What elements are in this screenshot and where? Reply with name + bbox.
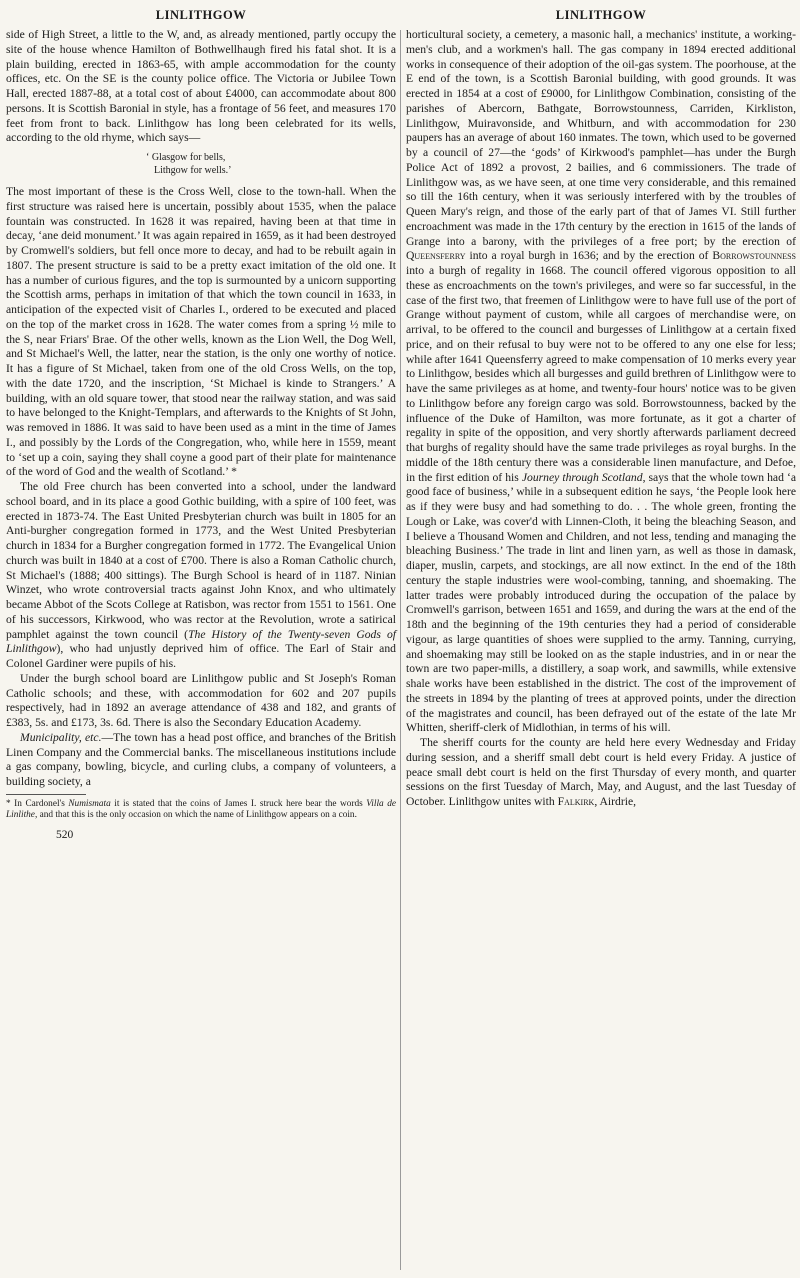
text-run: The old Free church has been converted into a school, under the landward school board, and in its place a good Gothic building, with a spire of 100 feet, was erected in 1873-74. The East United Presbyterian church was built in 1805 for an Anti-burgher congregation formed in 1773, and the West United Presbyterian church in 1834 for a Burgher congregation formed in 1772. The Evangelical Union church was built in 1840 at a cost of £700. There is also a Roman Catholic church, St Michael's (1888; 400 sittings). The Burgh School is heard of in 1187. Ninian Winzet, who wrote controversial tracts against John Knox, and who ultimately became Abbot of the Scots College at Ratisbon, was rector from 1551 to 1561. One of his successors, Kirkwood, who was rector at the Revolution, wrote a satirical pamphlet against the town council ( bbox=[6, 480, 396, 641]
rhyme-quote bbox=[146, 152, 396, 177]
paragraph bbox=[6, 731, 396, 790]
text-run: , Airdrie, bbox=[594, 795, 637, 808]
footnote bbox=[6, 799, 396, 822]
text-run: ), who had unjustly deprived him of office. The Earl of Stair and Colonel Gardiner were pupils of his. bbox=[6, 642, 396, 670]
running-head-left: LINLITHGOW bbox=[155, 8, 247, 22]
left-body bbox=[6, 28, 396, 790]
text-run: —The town has a head post office, and branches of the British Linen Company and the Commercial banks. The miscellaneous institutions include a gas company, bowling, bicycle, and curling clubs, a company of volunteers, a building society, a bbox=[6, 730, 396, 788]
left-column bbox=[6, 0, 396, 1278]
place-name: Borrowstounness bbox=[712, 249, 796, 263]
paragraph bbox=[406, 736, 796, 810]
text-run: into a royal burgh in 1636; and by the erection of bbox=[465, 249, 713, 263]
paragraph: The most important of these is the Cross Well, close to the town-hall. When the first structure was raised here is uncertain, possibly about 1535, when the palace fountain was constructed. In 1628 it was repaired, having been at that time in decay, ‘ane deid monument.’ It was again repaired in 1659, as it had been destroyed by Cromwell's soldiers, but fell once more to decay, and had to be rebuilt again in 1807. The present structure is said to be a pretty exact imitation of the old one. It has a number of curious figures, and the top is surmounted by a unicorn supporting the Scottish arms, perhaps in imitation of that which the town council in 1633, in anticipation of the expected visit of Charles I., ordered to be executed and placed on the top of the market cross in 1628. The water comes from a spring ½ mile to the S, near Friars' Brae. Of the other wells, known as the Lion Well, the Dog Well, and St Michael's Well, the latter, near the station, is the only one worthy of notice. It has a figure of St Michael, taken from one of the old Cross Wells, on the top, with the date 1720, and the inscription, ‘St Michael is kinde to Strangers.’ A building, with an old square tower, that stood near the railway station, and was said to have belonged to the Knight-Templars, and afterwards to the Knights of St John, was removed in 1886. It was said to have been used as a mint in the time of James I., and possibly by the Lords of the Congregation, who, while here in 1559, meant to ‘set up a coin, saying they shall coyne a good part of their plate for maintenance of the word of God and the wealth of Scotland.’ * bbox=[6, 185, 396, 479]
text-run: , says that the whole town had ‘a good face of business,’ while in a subsequent edition he says, ‘the People look here as if they were busy and had something to do. . . The whole green, fronting the Lough or Lake, was cover'd with Linnen-Cloth, it being the bleaching Season, and I believe a Thousand Women and Children, and not less, tending and managing the bleaching Business.’ The trade in lint and linen yarn, as well as those in damask, diaper, muslin, carpets, and stockings, are all now extinct. In the end of the 18th century the staple industries were wool-combing, tanning, and shoemaking. The latter trades were probably introduced during the occupation of the palace by Cromwell's garrison, between 1651 and 1659, and during the wars at the end of the 18th and the beginning of the 19th centuries they had a period of considerable vigour, as large quantities of shoes were supplied to the army. Tanning, currying, and shoemaking may still be looked on as the staple industries, and in or near the town are two paper-mills, a distillery, a soap work, and sawmills, while extensive shale works have been established in the district. The cost of the improvement of the streets in 1894 by the planting of trees at approved points, under the direction of the magistrates and council, has been defrayed out of the estate of the late Mr Whitten, sheriff-clerk of Midlothian, in terms of his will. bbox=[406, 470, 796, 735]
right-body bbox=[406, 28, 796, 810]
text-run: into a burgh of regality in 1668. The council offered vigorous opposition to all these as encroachments on the town's privileges, and were so far successful, in the case of the first two, that freemen of Linlithgow were to have full use of the port of Grange without payment of custom, while all cargoes of merchandise were, on arrival, to be offered to the council and burgesses of Linlithgow at a certain fixed price, and on their refusal to buy were not to be offered to any one else for less; while after 1641 Queensferry agreed to make compensation of 10 merks every year to Linlithgow, besides which all burgesses and guild brethren of Linlithgow were to have the same privileges as at home, and twenty-four hours' notice was to be given to Linlithgow before any foreign cargo was sold. Borrowstounness, backed by the influence of the Duke of Hamilton, was more fortunate, as it got a charter of regality in spite of the opposition, and very shortly afterwards parliament decreed that burghs of regality should have the same trade privileges as royal burghs. In the middle of the 18th century there was a considerable linen manufacture, and Defoe, in the first edition of his bbox=[406, 264, 796, 484]
paragraph bbox=[406, 28, 796, 736]
page-number: 520 bbox=[56, 829, 74, 842]
text-run: * In Cardonel's bbox=[6, 798, 69, 809]
text-run: , and that this is the only occasion on which the name of Linlithgow appears on a coin. bbox=[34, 810, 357, 821]
rhyme-line: Lithgow for wells.’ bbox=[154, 164, 232, 176]
footnote-rule bbox=[6, 794, 86, 795]
rhyme-line: ‘ Glasgow for bells, bbox=[146, 152, 226, 163]
book-title: The History of the Twenty-seven Gods of Linlithgow bbox=[6, 627, 396, 656]
text-run: it is stated that the coins of James I. struck here bear the words bbox=[110, 798, 367, 809]
paragraph: Under the burgh school board are Linlithgow public and St Joseph's Roman Catholic schools; and these, with accommodation for 602 and 207 pupils respectively, had in 1892 an average attendance of 438 and 182, and grants of £383, 5s. and £173, 3s. 6d. There is also the Secondary Education Academy. bbox=[6, 671, 396, 729]
right-column bbox=[406, 0, 796, 1278]
text-run: The sheriff courts for the county are held here every Wednesday and Friday during session, and a sheriff small debt court is held every Friday. A justice of peace small debt court is held on the first Thursday of every month, and quarter sessions on the first Tuesday of March, May, and August, and the last Tuesday of October. Linlithgow unites with bbox=[406, 736, 796, 808]
paragraph: side of High Street, a little to the W, and, as already mentioned, partly occupy the site of the house whence Hamilton of Bothwellhaugh fired his fatal shot. It is a plain building, erected in 1863-65, with ample accommodation for the county offices, etc. On the SE is the county police office. The Victoria or Jubilee Town Hall, erected 1887-88, at a total cost of about £4000, can accommodate about 800 persons. It is Scottish Baronial in style, has a frontage of 56 feet, and measures 170 feet from front to back. Linlithgow has long been celebrated for its wells, according to the old rhyme, which says— bbox=[6, 28, 396, 145]
text-run: horticultural society, a cemetery, a masonic hall, a mechanics' institute, a working-men's club, and a workmen's hall. The gas company in 1894 erected additional works in consequence of their adoption of the oil-gas system. The poorhouse, at the E end of the town, is a Scottish Baronial building, with good grounds. It was erected in 1854 at a cost of £9000, for Linlithgow Combination, consisting of the parishes of Abercorn, Bathgate, Borrowstounness, Carriden, Kirkliston, Linlithgow, Muiravonside, and Whitburn, and with accommodation for 230 paupers has an average of about 160 inmates. The town, which used to be governed by a council of 27—the ‘gods’ of Kirkwood's pamphlet—has under the Burgh Police Act of 1892 a provost, 2 bailies, and 6 commissioners. The trade of Linlithgow was, as we have seen, at one time very considerable, and this remained so till the 16th century, when it was seriously interfered with by the troubles of Queen Mary's reign, and those of the early part of that of James VI. Still further encroachment was made in the 17th century by the erection in 1615 of the lands of Grange into a barony, with the privileges of a free port; by the erection of bbox=[406, 28, 796, 248]
section-heading: Municipality, etc. bbox=[20, 730, 102, 744]
place-name: Queensferry bbox=[406, 249, 466, 263]
book-title: Numismata bbox=[68, 798, 111, 809]
place-name: Falkirk bbox=[557, 795, 595, 808]
column-divider bbox=[400, 30, 401, 1270]
inscription: Villa de Linlithe bbox=[6, 798, 396, 821]
running-head-right: LINLITHGOW bbox=[555, 8, 647, 22]
paragraph bbox=[6, 480, 396, 672]
book-title: Journey through Scotland bbox=[521, 470, 643, 484]
